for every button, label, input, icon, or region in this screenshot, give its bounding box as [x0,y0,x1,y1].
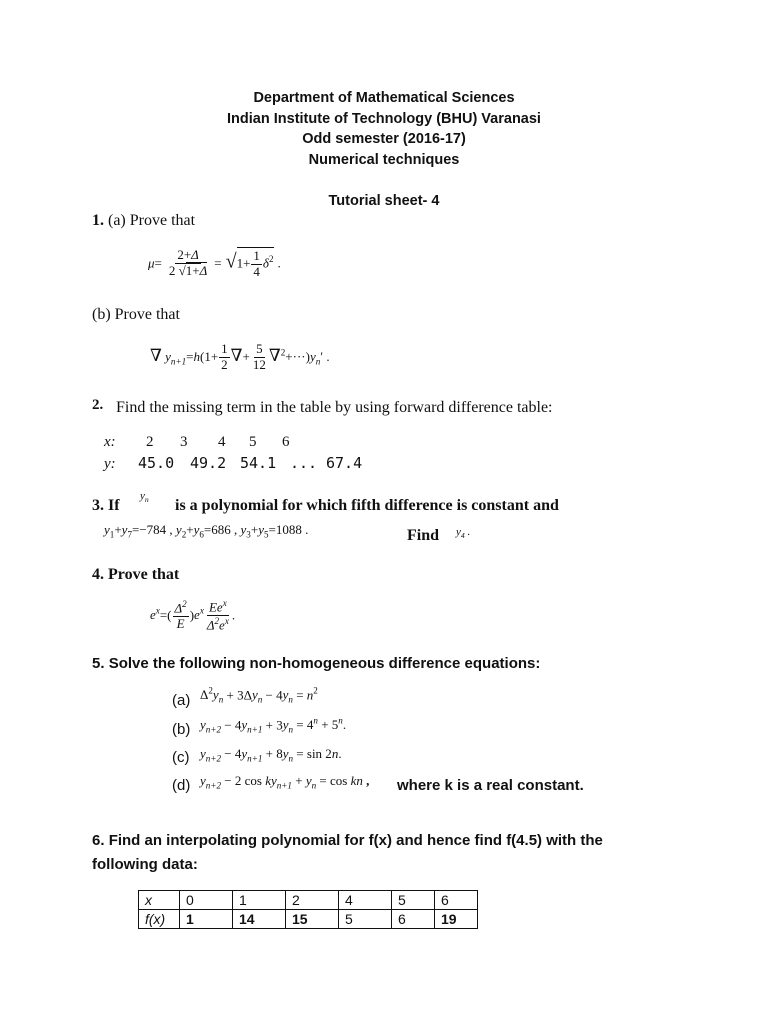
question-number: 6. [92,832,105,849]
equation-5b-label: (b) [172,721,191,738]
x-value: 3 [180,434,188,450]
table-cell: 2 [286,891,339,910]
y-value: 49.2 [190,454,227,472]
equation-5c: $y_{n+2} - 4y_{n+1} + 8y_n = \sin 2n$. [200,746,342,764]
table-cell: 6 [435,891,478,910]
table-cell: 19 [435,910,478,929]
department-title: Department of Mathematical Sciences [253,90,515,106]
institute-title: Indian Institute of Technology (BHU) Varanasi [227,111,541,127]
y-row [104,454,363,473]
table-cell: f(x) [139,910,180,929]
table-cell: 14 [233,910,286,929]
x-value: 5 [249,434,257,450]
question-6-text: Find an interpolating polynomial for f(x) and hence find f(4.5) with the [108,832,603,849]
equation-1a: μ= $\frac{2+\Delta}{2 √1+\Delta}$ = √1+ $\frac{1}{4}$ $\delta^2$ . [148,247,281,279]
course-title: Numerical techniques [308,152,460,168]
table-cell: 4 [339,891,392,910]
question-5-text: Solve the following non-homogeneous difference equations: [108,655,541,672]
question-number: 1. [92,212,104,229]
equation-4: $e^x=$( $\frac{\Delta^2}{E}$ )$e^x$ $\frac{Ee^x}{\Delta^2e^x}$ . [150,598,236,633]
question-number: 4. [92,566,104,583]
question-3-if: If [108,497,120,514]
y-value: 45.0 [138,454,175,472]
question-number: 3. [92,497,104,514]
data-table [138,890,478,929]
x-value: 4 [218,434,226,450]
equation-5a: $\Delta^2y_n + 3\Delta y_n - 4y_n = n^2$ [200,686,318,705]
question-4 [92,566,179,584]
question-3-text: is a polynomial for which fifth difference is constant and [175,497,559,514]
x-value: 2 [146,434,154,450]
table-cell: 5 [392,891,435,910]
y-value: 54.1 [240,454,277,472]
question-3 [92,497,120,515]
table-cell: x [139,891,180,910]
table-cell: 5 [339,910,392,929]
equation-5d-suffix: where k is a real constant. [397,777,584,794]
sheet-title: Tutorial sheet- 4 [328,193,440,209]
question-1b-text: (b) Prove that [92,306,180,323]
table-cell: 0 [180,891,233,910]
semester-title: Odd semester (2016-17) [302,131,466,147]
y4-symbol: $y_4$ . [456,526,471,541]
question-3-find: Find [407,527,440,544]
question-2-text: Find the missing term in the table by using forward difference table: [116,399,553,416]
question-number: 2. [92,397,104,413]
table-cell: 1 [233,891,286,910]
question-number: 5. [92,655,105,672]
question-2 [92,397,103,414]
equation-5a-label: (a) [172,692,191,709]
equation-5b: $y_{n+2} - 4y_{n+1} + 3y_n = 4^n + 5^n$. [200,716,347,735]
x-row [104,434,290,451]
table-row [139,891,478,910]
y-value: 67.4 [326,454,363,472]
question-1 [92,212,195,230]
yn-symbol: $y_n$ [140,490,149,505]
y-value: ... [290,454,318,472]
table-cell: 15 [286,910,339,929]
x-label: x: [104,434,116,450]
question-6-text-cont: following data: [92,856,198,873]
table-cell: 1 [180,910,233,929]
table-row [139,910,478,929]
question-5 [92,655,540,672]
equation-1b: ∇ $y_{n+1}=h(1+$ $\frac{1}{2}$ ∇+ $\frac{5}{12}$ $\nabla^2+\cdot\cdot\cdot)y_n'$ . [150,341,330,372]
question-1a-text: (a) Prove that [108,212,196,229]
question-6 [92,832,603,849]
equation-3: $y_1+y_7=-784$ , $y_2+y_6=686$ , $y_3+y_5=1088$ . [104,522,309,540]
equation-5d-label: (d) [172,777,191,794]
equation-5c-label: (c) [172,749,190,766]
y-label: y: [104,456,116,472]
equation-5d: $y_{n+2} - 2$ $\cos ky_{n+1} + y_n = \cos$ kn , [200,773,370,791]
question-4-text: Prove that [108,566,180,583]
table-cell: 6 [392,910,435,929]
x-value: 6 [282,434,290,450]
